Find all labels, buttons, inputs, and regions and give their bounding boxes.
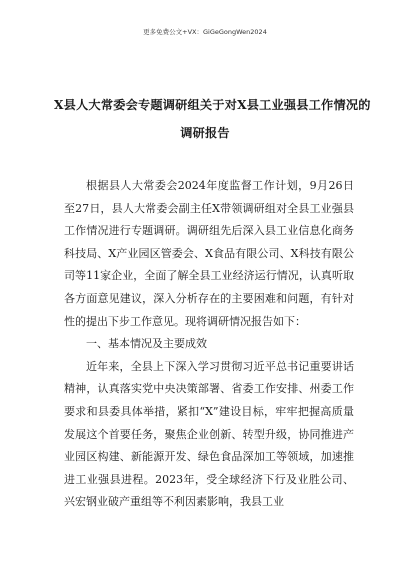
- document-title-line2: 调研报告: [180, 126, 230, 140]
- paragraph-intro: 根据县人大常委会2024年度监督工作计划，9月26日至27日，县人大常委会副主任X带领调研组对全县工业强县工作情况进行专题调研。调研组先后深入县工业信息化商务科技局、X产业园区管委会、X食品有限公司、X科技有限公司等11家企业，全面了解全县工业经济运行情况，认真听取各方面意见建议，深入分析存在的主要困难和问题，有针对性的提出下步工作意见。现将调研情况报告如下：: [64, 179, 354, 328]
- header-note: 更多免费公文+VX：GiGeGongWen2024: [143, 28, 267, 36]
- paragraph-basic-situation: 近年来，全县上下深入学习贯彻习近平总书记重要讲话精神，认真落实党中央决策部署、省委工作安排、州委工作要求和县委具体举措，紧扣“X”建设目标，牢牢把握高质量发展这个首要任务，聚焦企业创新、转型升级，协同推进产业园区构建、新能源开发、绿色食品深加工等领域，加速推进工业强县进程。2023年，受全球经济下行及业胜公司、兴宏钢业破产重组等不利因素影响，我县工业: [64, 359, 354, 509]
- section-heading-1: 一、基本情况及主要成效: [86, 337, 207, 351]
- document-title-line1: X县人大常委会专题调研组关于对X县工业强县工作情况的: [54, 98, 371, 112]
- document-body: [64, 175, 354, 514]
